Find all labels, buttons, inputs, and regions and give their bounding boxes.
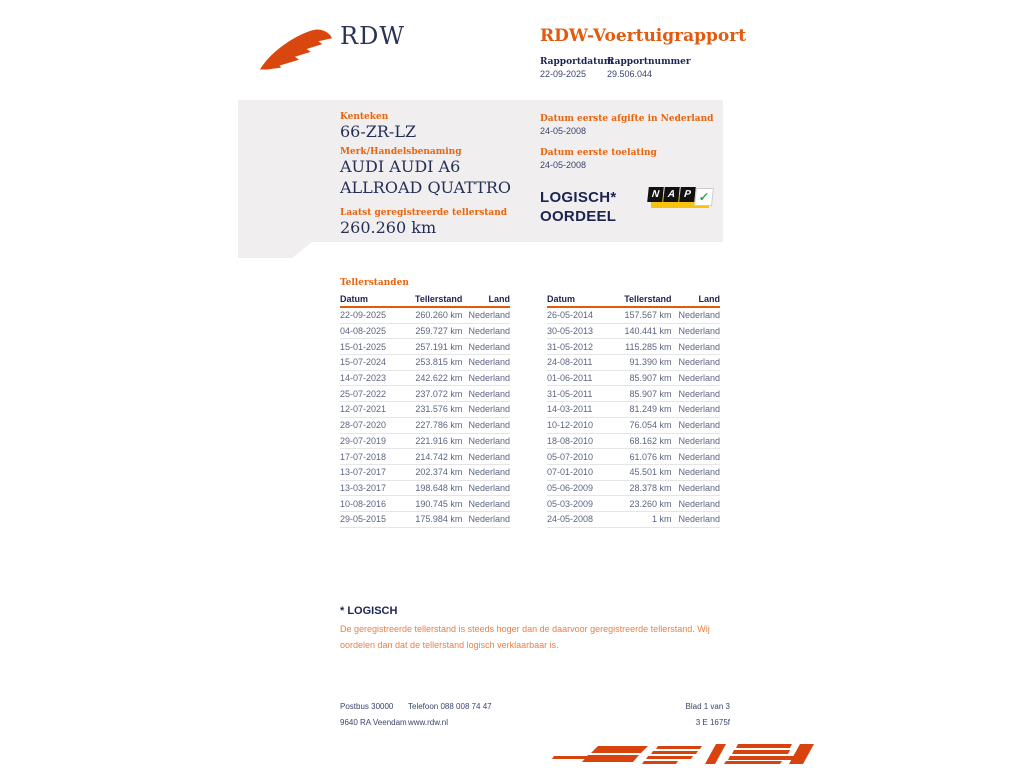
cell-tellerstand: 231.576 km	[415, 404, 463, 415]
cell-tellerstand: 242.622 km	[415, 373, 463, 384]
table-row	[547, 355, 720, 371]
cell-datum: 31-05-2012	[547, 341, 594, 352]
table-row	[547, 449, 720, 465]
cell-tellerstand: 85.907 km	[629, 373, 672, 384]
cell-datum: 13-07-2017	[340, 467, 387, 478]
cell-land: Nederland	[468, 451, 510, 462]
cell-datum: 24-08-2011	[547, 357, 593, 368]
tellerstanden-table-left	[340, 290, 510, 528]
merk-label: Merk/Handelsbenaming	[340, 147, 462, 157]
cell-land: Nederland	[678, 341, 720, 352]
table-row	[547, 371, 720, 387]
oordeel-line1: LOGISCH*	[540, 189, 617, 206]
cell-tellerstand: 115.285 km	[625, 341, 672, 352]
cell-tellerstand: 190.745 km	[415, 498, 463, 509]
cell-datum: 15-01-2025	[340, 341, 387, 352]
nap-letter-n: N	[647, 187, 664, 202]
cell-land: Nederland	[468, 326, 510, 337]
cell-land: Nederland	[468, 435, 510, 446]
table-row	[340, 324, 510, 340]
cell-datum: 30-05-2013	[547, 326, 594, 337]
nap-letter-p: P	[679, 187, 696, 202]
table-row	[340, 512, 510, 528]
merk-value-line1: AUDI AUDI A6	[340, 157, 461, 176]
cell-tellerstand: 257.191 km	[415, 341, 463, 352]
table-row	[340, 481, 510, 497]
table-row	[547, 465, 720, 481]
rdw-logo-bird-icon	[256, 26, 334, 72]
table-header	[547, 290, 720, 308]
table-row	[340, 465, 510, 481]
cell-tellerstand: 175.984 km	[415, 514, 463, 525]
cell-land: Nederland	[678, 310, 720, 321]
cell-tellerstand: 237.072 km	[415, 388, 463, 399]
footer-page-number: Blad 1 van 3	[685, 702, 730, 711]
rapportdatum-label: Rapportdatum	[540, 57, 614, 67]
cell-datum: 31-05-2011	[547, 388, 593, 399]
cell-datum: 28-07-2020	[340, 420, 387, 431]
tellerstanden-title: Tellerstanden	[340, 278, 409, 288]
table-row	[547, 512, 720, 528]
cell-datum: 15-07-2024	[340, 357, 387, 368]
table-row	[340, 449, 510, 465]
cell-datum: 04-08-2025	[340, 326, 387, 337]
cell-datum: 18-08-2010	[547, 435, 594, 446]
cell-land: Nederland	[678, 467, 720, 478]
cell-tellerstand: 91.390 km	[629, 357, 672, 368]
table-row	[340, 339, 510, 355]
cell-tellerstand: 81.249 km	[629, 404, 672, 415]
cell-datum: 10-12-2010	[547, 420, 594, 431]
footer-page-info	[600, 699, 730, 731]
cell-datum: 14-03-2011	[547, 404, 593, 415]
table-row	[547, 324, 720, 340]
toelating-value: 24-05-2008	[540, 160, 587, 170]
cell-tellerstand: 61.076 km	[629, 451, 672, 462]
cell-datum: 13-03-2017	[340, 482, 387, 493]
cell-tellerstand: 85.907 km	[629, 388, 672, 399]
table-row	[547, 402, 720, 418]
cell-land: Nederland	[468, 373, 510, 384]
cell-land: Nederland	[678, 498, 720, 509]
cell-land: Nederland	[678, 388, 720, 399]
rapportdatum-value: 22-09-2025	[540, 69, 587, 79]
document-title: RDW-Voertuigrapport	[540, 26, 747, 46]
cell-land: Nederland	[468, 357, 510, 368]
table-row	[340, 371, 510, 387]
cell-land: Nederland	[468, 388, 510, 399]
table-row	[547, 386, 720, 402]
cell-tellerstand: 221.916 km	[415, 435, 463, 446]
rdw-wordmark: RDW	[340, 22, 405, 50]
footer-address	[340, 699, 407, 731]
footer-address-line2: 9640 RA Veendam	[340, 718, 407, 727]
cell-datum: 12-07-2021	[340, 404, 387, 415]
cell-land: Nederland	[468, 514, 510, 525]
cell-tellerstand: 28.378 km	[629, 482, 672, 493]
cell-datum: 26-05-2014	[547, 310, 594, 321]
table-header	[340, 290, 510, 308]
cell-datum: 25-07-2022	[340, 388, 387, 399]
rapportnummer-label: Rapportnummer	[607, 57, 691, 67]
kenteken-value: 66-ZR-LZ	[340, 122, 417, 141]
cell-land: Nederland	[678, 420, 720, 431]
cell-land: Nederland	[468, 420, 510, 431]
cell-land: Nederland	[678, 326, 720, 337]
cell-datum: 05-07-2010	[547, 451, 594, 462]
col-tellerstand: Tellerstand	[624, 294, 672, 304]
footer-contact	[408, 699, 492, 731]
cell-tellerstand: 1 km	[652, 514, 672, 525]
col-land: Land	[698, 294, 720, 304]
cell-tellerstand: 253.815 km	[415, 357, 463, 368]
oordeel-text	[540, 188, 617, 226]
cell-land: Nederland	[678, 373, 720, 384]
verdict-text: De geregistreerde tellerstand is steeds hoger dan de daarvoor geregistreerde tellerstand. Wij oordelen dan dat de tellerstand logisch verklaarbaar is.	[340, 624, 710, 650]
cell-tellerstand: 68.162 km	[629, 435, 672, 446]
cell-tellerstand: 259.727 km	[415, 326, 463, 337]
nap-checkmark-icon: ✓	[694, 188, 714, 206]
toelating-label: Datum eerste toelating	[540, 148, 657, 158]
verdict-heading: * LOGISCH	[340, 605, 398, 617]
cell-land: Nederland	[468, 467, 510, 478]
cell-tellerstand: 23.260 km	[629, 498, 672, 509]
cell-datum: 14-07-2023	[340, 373, 387, 384]
cell-datum: 24-05-2008	[547, 514, 594, 525]
cell-tellerstand: 45.501 km	[629, 467, 672, 478]
table-row	[340, 386, 510, 402]
cell-datum: 29-05-2015	[340, 514, 387, 525]
cell-tellerstand: 260.260 km	[415, 310, 463, 321]
cell-datum: 17-07-2018	[340, 451, 387, 462]
table-row	[340, 496, 510, 512]
table-row	[547, 308, 720, 324]
cell-land: Nederland	[468, 341, 510, 352]
col-tellerstand: Tellerstand	[415, 294, 463, 304]
cell-datum: 05-06-2009	[547, 482, 594, 493]
laatste-tellerstand-label: Laatst geregistreerde tellerstand	[340, 208, 508, 218]
col-datum: Datum	[547, 294, 576, 304]
table-row	[340, 355, 510, 371]
table-row	[340, 402, 510, 418]
cell-tellerstand: 157.567 km	[624, 310, 672, 321]
cell-tellerstand: 76.054 km	[629, 420, 672, 431]
cell-tellerstand: 198.648 km	[415, 482, 463, 493]
cell-land: Nederland	[678, 357, 720, 368]
cell-land: Nederland	[468, 482, 510, 493]
tellerstanden-table-right	[547, 290, 720, 528]
cell-datum: 01-06-2011	[547, 373, 593, 384]
cell-tellerstand: 202.374 km	[415, 467, 463, 478]
cell-land: Nederland	[678, 435, 720, 446]
nap-logo	[648, 185, 712, 211]
footer-website: www.rdw.nl	[408, 718, 449, 727]
col-land: Land	[488, 294, 510, 304]
table-row	[547, 434, 720, 450]
afgifte-value: 24-05-2008	[540, 126, 587, 136]
table-row	[340, 418, 510, 434]
cell-land: Nederland	[468, 310, 510, 321]
table-body	[340, 308, 510, 528]
table-row	[547, 339, 720, 355]
cell-land: Nederland	[678, 482, 720, 493]
table-row	[547, 418, 720, 434]
table-row	[340, 434, 510, 450]
footer-form-code: 3 E 1675f	[695, 718, 730, 727]
table-row	[547, 496, 720, 512]
kenteken-label: Kenteken	[340, 112, 389, 122]
cell-land: Nederland	[678, 451, 720, 462]
cell-land: Nederland	[678, 404, 720, 415]
table-body	[547, 308, 720, 528]
rdw-stripes-graphic	[540, 740, 818, 768]
cell-land: Nederland	[468, 404, 510, 415]
cell-land: Nederland	[468, 498, 510, 509]
cell-tellerstand: 214.742 km	[415, 451, 463, 462]
nap-letter-a: A	[663, 187, 680, 202]
cell-datum: 07-01-2010	[547, 467, 594, 478]
col-datum: Datum	[340, 294, 369, 304]
rapportnummer-value: 29.506.044	[607, 69, 653, 79]
cell-datum: 22-09-2025	[340, 310, 387, 321]
cell-tellerstand: 227.786 km	[415, 420, 463, 431]
cell-datum: 05-03-2009	[547, 498, 594, 509]
footer-phone: Telefoon 088 008 74 47	[408, 702, 492, 711]
table-row	[340, 308, 510, 324]
vehicle-summary-box-tail	[238, 242, 312, 258]
footer-address-line1: Postbus 30000	[340, 702, 394, 711]
cell-datum: 29-07-2019	[340, 435, 387, 446]
afgifte-label: Datum eerste afgifte in Nederland	[540, 114, 714, 124]
cell-land: Nederland	[678, 514, 720, 525]
laatste-tellerstand-value: 260.260 km	[340, 218, 437, 237]
cell-tellerstand: 140.441 km	[624, 326, 672, 337]
oordeel-line2: OORDEEL	[540, 208, 617, 225]
merk-value-line2: ALLROAD QUATTRO	[340, 178, 512, 197]
table-row	[547, 481, 720, 497]
cell-datum: 10-08-2016	[340, 498, 387, 509]
